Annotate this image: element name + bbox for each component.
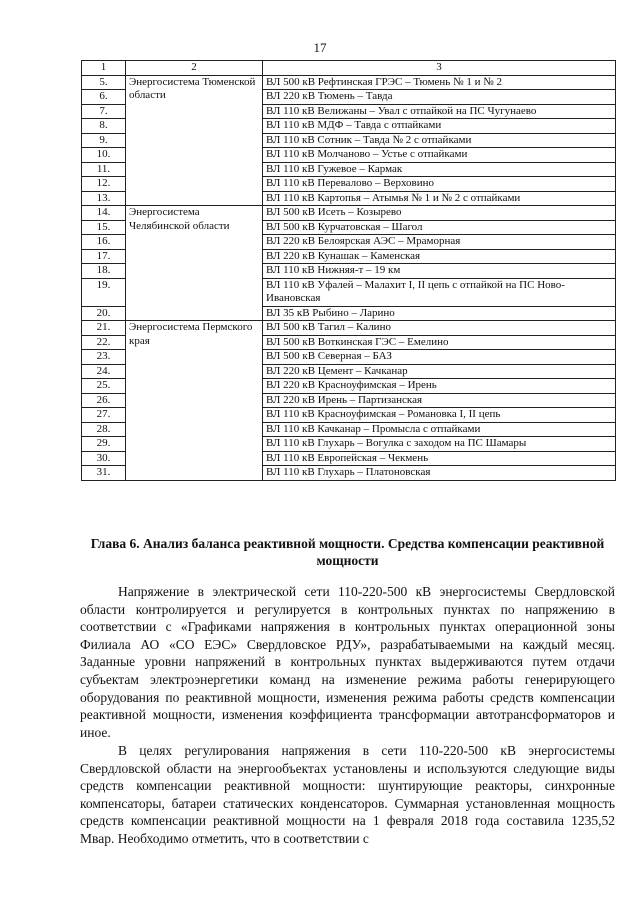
row-number: 13. — [82, 191, 126, 206]
table-body — [82, 75, 616, 480]
energy-system-name: Энергосистема Пермского края — [126, 321, 263, 481]
row-number: 16. — [82, 235, 126, 250]
row-number: 21. — [82, 321, 126, 336]
table-row — [82, 206, 616, 221]
row-number: 19. — [82, 278, 126, 306]
power-line-name: ВЛ 500 кВ Воткинская ГЭС – Емелино — [263, 335, 616, 350]
power-line-name: ВЛ 110 кВ Молчаново – Устье с отпайками — [263, 148, 616, 163]
row-number: 9. — [82, 133, 126, 148]
power-line-name: ВЛ 110 кВ Сотник – Тавда № 2 с отпайками — [263, 133, 616, 148]
power-line-name: ВЛ 110 кВ Качканар – Промысла с отпайками — [263, 422, 616, 437]
power-line-name: ВЛ 110 кВ Велижаны – Увал с отпайкой на ПС Чугунаево — [263, 104, 616, 119]
row-number: 11. — [82, 162, 126, 177]
row-number: 18. — [82, 264, 126, 279]
power-line-name: ВЛ 500 кВ Северная – БАЗ — [263, 350, 616, 365]
row-number: 23. — [82, 350, 126, 365]
table-header-row — [82, 61, 616, 76]
row-number: 30. — [82, 451, 126, 466]
row-number: 26. — [82, 393, 126, 408]
column-header: 1 — [82, 61, 126, 76]
row-number: 6. — [82, 90, 126, 105]
column-header: 2 — [126, 61, 263, 76]
power-line-name: ВЛ 110 кВ Уфалей – Малахит I, II цепь с отпайкой на ПС Ново-Ивановская — [263, 278, 616, 306]
power-line-name: ВЛ 110 кВ Нижняя-т – 19 км — [263, 264, 616, 279]
power-line-name: ВЛ 110 кВ Глухарь – Платоновская — [263, 466, 616, 481]
power-line-name: ВЛ 220 кВ Ирень – Партизанская — [263, 393, 616, 408]
power-line-name: ВЛ 500 кВ Курчатовская – Шагол — [263, 220, 616, 235]
power-line-name: ВЛ 220 кВ Красноуфимская – Ирень — [263, 379, 616, 394]
body-paragraph: В целях регулирования напряжения в сети 110-220-500 кВ энергосистемы Свердловской области на энергообъектах установлены и используются следующие виды средств компенсации реактивной мощности: шунтирующие реакторы, синхронные компенсаторы, батареи статических конденсаторов. Суммарная установленная мощность средств компенсации реактивной мощности на 1 февраля 2018 года составила 1235,52 Мвар. Необходимо отметить, что в соответствии с — [80, 743, 615, 846]
power-line-name: ВЛ 110 кВ Картопья – Атымья № 1 и № 2 с отпайками — [263, 191, 616, 206]
body-paragraph: Напряжение в электрической сети 110-220-500 кВ энергосистемы Свердловской области контролируется и регулируется в контрольных пунктах по напряжению в соответствии с «Графиками напряжения в контрольных пунктах операционной зоны Филиала АО «СО ЕЭС» Свердловское РДУ», разрабатываемыми на каждый месяц. Заданные уровни напряжений в контрольных пунктах выдерживаются путем отдачи субъектам электроэнергетики команд на изменение режима работы генерирующего оборудования по реактивной мощности, изменения режима работы средств компенсации реактивной мощности, изменения коэффициента трансформации автотрансформаторов и иное. — [80, 584, 615, 740]
chapter-title: Глава 6. Анализ баланса реактивной мощности. Средства компенсации реактивной мощности — [90, 536, 605, 568]
row-number: 10. — [82, 148, 126, 163]
row-number: 29. — [82, 437, 126, 452]
table-row — [82, 75, 616, 90]
power-line-name: ВЛ 500 кВ Исеть – Козырево — [263, 206, 616, 221]
row-number: 25. — [82, 379, 126, 394]
power-line-name: ВЛ 220 кВ Кунашак – Каменская — [263, 249, 616, 264]
row-number: 28. — [82, 422, 126, 437]
power-lines-table — [81, 60, 616, 481]
power-line-name: ВЛ 110 кВ Глухарь – Вогулка с заходом на ПС Шамары — [263, 437, 616, 452]
row-number: 17. — [82, 249, 126, 264]
row-number: 7. — [82, 104, 126, 119]
power-line-name: ВЛ 35 кВ Рыбино – Ларино — [263, 306, 616, 321]
row-number: 12. — [82, 177, 126, 192]
row-number: 24. — [82, 364, 126, 379]
power-line-name: ВЛ 110 кВ Европейская – Чекмень — [263, 451, 616, 466]
row-number: 27. — [82, 408, 126, 423]
row-number: 20. — [82, 306, 126, 321]
row-number: 15. — [82, 220, 126, 235]
energy-system-name: Энергосистема Тюменской области — [126, 75, 263, 206]
page-number: 17 — [313, 40, 327, 55]
power-line-name: ВЛ 110 кВ Перевалово – Верховино — [263, 177, 616, 192]
power-line-name: ВЛ 220 кВ Белоярская АЭС – Мраморная — [263, 235, 616, 250]
column-header: 3 — [263, 61, 616, 76]
row-number: 5. — [82, 75, 126, 90]
power-line-name: ВЛ 110 кВ Красноуфимская – Романовка I, II цепь — [263, 408, 616, 423]
power-line-name: ВЛ 110 кВ Гужевое – Кармак — [263, 162, 616, 177]
power-line-name: ВЛ 500 кВ Рефтинская ГРЭС – Тюмень № 1 и № 2 — [263, 75, 616, 90]
power-line-name: ВЛ 220 кВ Тюмень – Тавда — [263, 90, 616, 105]
row-number: 14. — [82, 206, 126, 221]
energy-system-name: Энергосистема Челябинской области — [126, 206, 263, 321]
row-number: 22. — [82, 335, 126, 350]
power-line-name: ВЛ 110 кВ МДФ – Тавда с отпайками — [263, 119, 616, 134]
table-row — [82, 321, 616, 336]
power-line-name: ВЛ 220 кВ Цемент – Качканар — [263, 364, 616, 379]
row-number: 31. — [82, 466, 126, 481]
power-line-name: ВЛ 500 кВ Тагил – Калино — [263, 321, 616, 336]
row-number: 8. — [82, 119, 126, 134]
